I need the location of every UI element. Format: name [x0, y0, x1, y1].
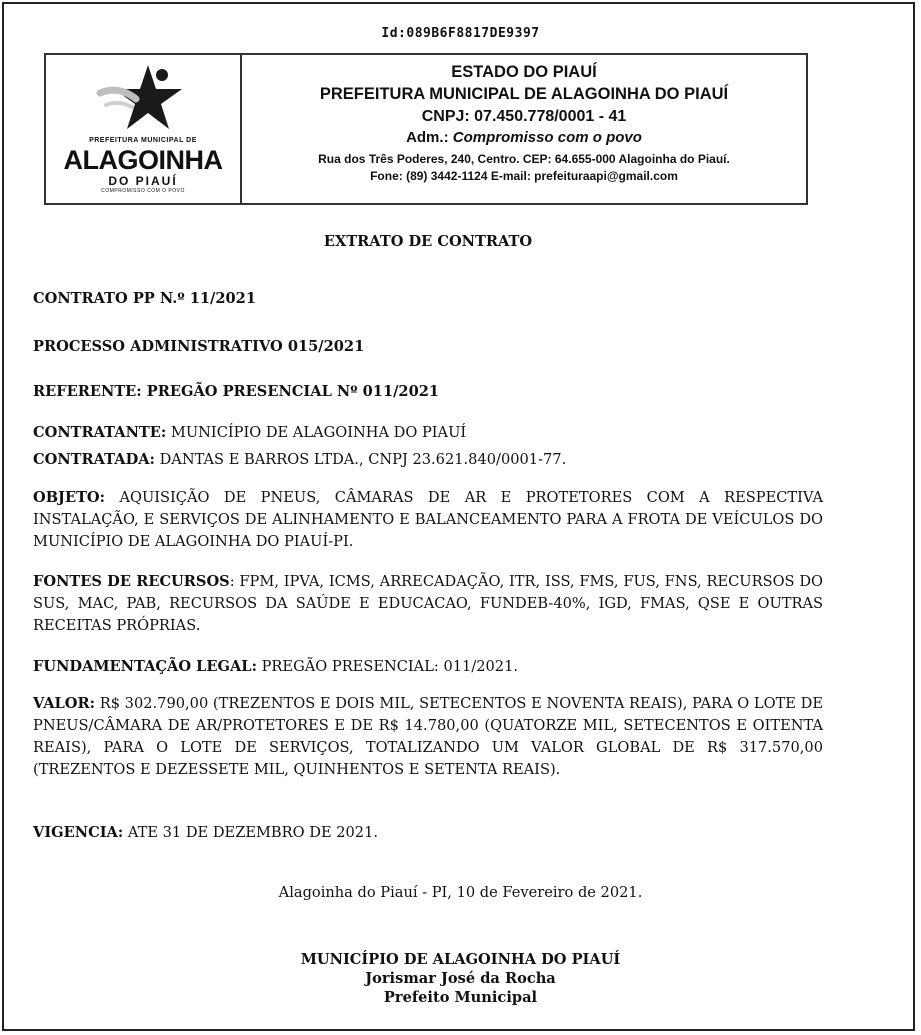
objeto-paragraph [33, 487, 823, 553]
fontes-paragraph [33, 571, 823, 637]
valor-value: R$ 302.790,00 (TREZENTOS E DOIS MIL, SETECENTOS E NOVENTA REAIS), PARA O LOTE DE PNEUS/CÂMARA DE AR/PROTETORES E DE R$ 14.780,00 (QUATORZE MIL, SETECENTOS E OITENTA REAIS), PARA O LOTE DE SERVIÇOS, TOTALIZANDO UM VALOR GLOBAL DE R$ 317.570,00 (TREZENTOS E DEZESSETE MIL, QUINHENTOS E SETENTA REAIS). [33, 695, 823, 778]
star-figure-logo-icon [96, 61, 196, 141]
contratante-line [33, 424, 466, 441]
logo-block [46, 55, 242, 203]
adm-line [242, 129, 806, 147]
fundamentacao-line [33, 658, 518, 675]
address-line: Rua dos Três Poderes, 240, Centro. CEP: 64.655-000 Alagoinha do Piauí. [318, 151, 730, 166]
fontes-value: : FPM, IPVA, ICMS, ARRECADAÇÃO, ITR, ISS, FMS, FUS, FNS, RECURSOS DO SUS, MAC, PAB, RECURSOS DA SAÚDE E EDUCACAO, FUNDEB-40%, IGD, FMAS, QSE E OUTRAS RECEITAS PRÓPRIAS. [33, 573, 824, 634]
processo-number: PROCESSO ADMINISTRATIVO 015/2021 [33, 338, 365, 355]
vigencia-value: ATE 31 DE DEZEMBRO DE 2021. [123, 824, 379, 841]
logo-town-name: ALAGOINHA [63, 145, 223, 175]
adm-motto: Compromisso com o povo [452, 128, 642, 146]
contact-line: Fone: (89) 3442-1124 E-mail: prefeituraapi@gmail.com [370, 169, 678, 184]
objeto-label: OBJETO: [33, 489, 106, 506]
document-title: EXTRATO DE CONTRATO [323, 233, 533, 250]
document-id: Id:089B6F8817DE9397 [381, 26, 540, 41]
valor-paragraph [33, 693, 823, 781]
fontes-label: FONTES DE RECURSOS [33, 573, 230, 590]
state-name: ESTADO DO PIAUÍ [451, 63, 597, 81]
signature-entity: MUNICÍPIO DE ALAGOINHA DO PIAUÍ [300, 951, 621, 968]
logo-tagline: COMPROMISSO COM O POVO [101, 188, 185, 194]
contratada-value: DANTAS E BARROS LTDA., CNPJ 23.621.840/0001-77. [154, 451, 567, 468]
objeto-value: AQUISIÇÃO DE PNEUS, CÂMARAS DE AR E PROTETORES COM A RESPECTIVA INSTALAÇÃO, E SERVIÇOS DE ALINHAMENTO E BALANCEAMENTO PARA A FROTA DE VEÍCULOS DO MUNICÍPIO DE ALAGOINHA DO PIAUÍ-PI. [33, 489, 823, 550]
letterhead [44, 53, 808, 205]
place-and-date: Alagoinha do Piauí - PI, 10 de Fevereiro de 2021. [278, 884, 643, 901]
logo-small-text: PREFEITURA MUNICIPAL DE [89, 137, 197, 144]
signature-role: Prefeito Municipal [383, 989, 538, 1006]
letterhead-info [242, 55, 806, 203]
signature-name: Jorismar José da Rocha [365, 970, 556, 987]
adm-label: Adm.: [406, 128, 449, 146]
fundamentacao-label: FUNDAMENTAÇÃO LEGAL: [33, 658, 257, 675]
contratante-label: CONTRATANTE: [33, 424, 167, 441]
contrato-number: CONTRATO PP N.º 11/2021 [33, 290, 256, 307]
cnpj-line: CNPJ: 07.450.778/0001 - 41 [421, 107, 627, 125]
referente-line: REFERENTE: PREGÃO PRESENCIAL Nº 011/2021 [33, 383, 440, 400]
prefeitura-name: PREFEITURA MUNICIPAL DE ALAGOINHA DO PIAUÍ [319, 84, 729, 103]
vigencia-line [33, 824, 378, 841]
contratada-label: CONTRATADA: [33, 451, 155, 468]
fundamentacao-value: PREGÃO PRESENCIAL: 011/2021. [256, 658, 519, 675]
valor-label: VALOR: [33, 695, 96, 712]
contratante-value: MUNICÍPIO DE ALAGOINHA DO PIAUÍ [166, 424, 467, 441]
vigencia-label: VIGENCIA: [33, 824, 124, 841]
logo-state-text: DO PIAUÍ [108, 174, 178, 188]
contratada-line [33, 451, 566, 468]
